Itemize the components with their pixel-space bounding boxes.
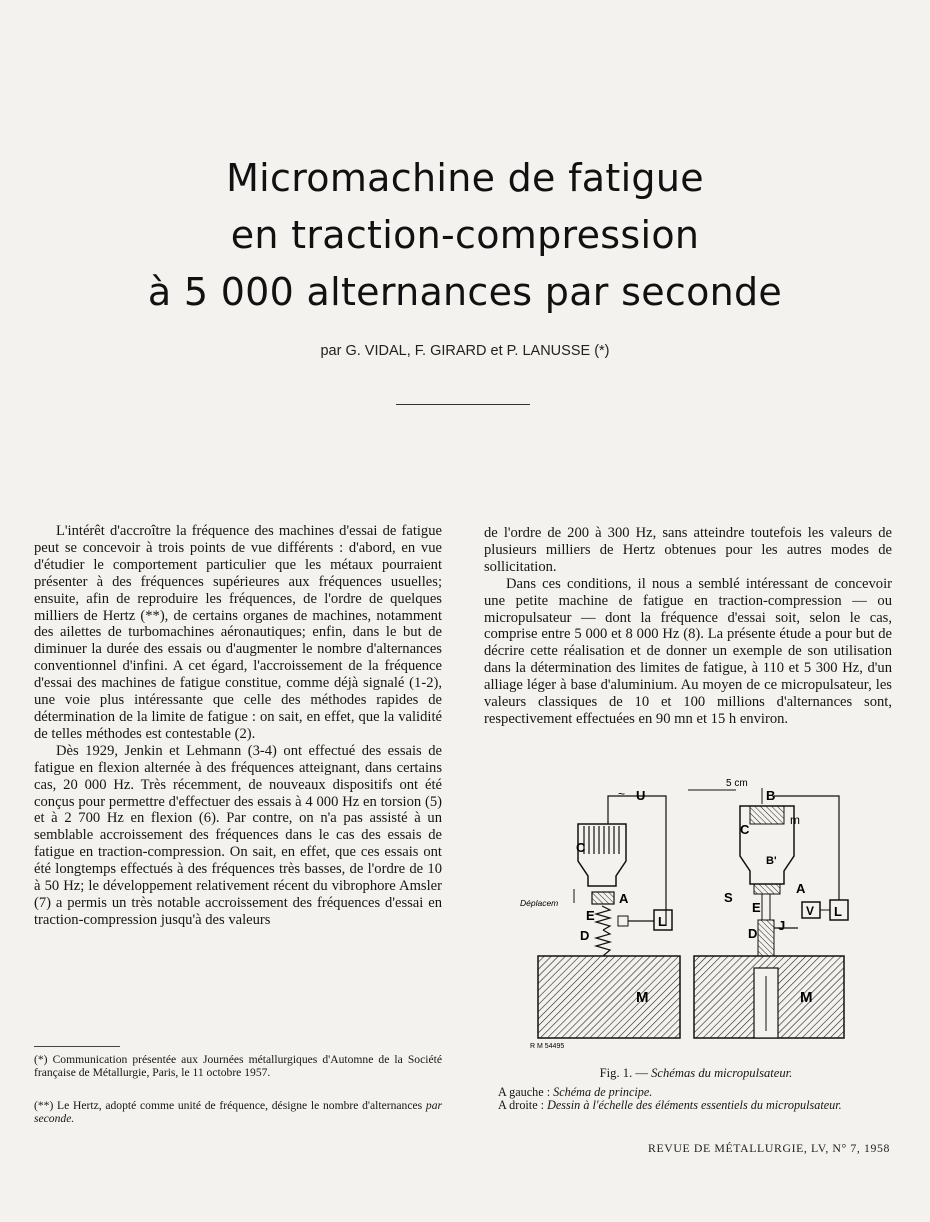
journal-footer: REVUE DE MÉTALLURGIE, LV, N° 7, 1958 (648, 1141, 890, 1155)
title-line-2: en traction-compression (230, 213, 700, 257)
label-v: V (806, 904, 815, 918)
label-m-small: m (790, 813, 800, 827)
paragraph: L'intérêt d'accroître la fréquence des machines d'essai de fatigue peut se concevoir à trois points de vue différents : d'abord, en vue d'étudier le comportement particulier que les métaux pourraient présenter à des fréquences supérieures aux fréquences usuelles; ensuite, afin de reproduire les fréquences, de l'ordre de quelques milliers de Hertz (**), de certains organes de machines, notamment des ailettes de turbomachines aéronautiques; enfin, dans le but de diminuer la durée des essais ou d'augmenter le nombre d'alternances conventionnel d'infini. A cet égard, l'accroissement de la fréquence d'essai des machines de fatigue constitue, comme déjà signalé (1-2), une voie plus intéressante que celle des méthodes rapides de détermination de la limite de fatigue : on sait, en effet, que la validité de telles méthodes est contestable (2). (34, 523, 442, 742)
label-e-right: E (752, 900, 761, 915)
caption-label: Fig. 1. — (599, 1066, 648, 1080)
label-d-left: D (580, 928, 590, 943)
label-d-right: D (748, 926, 758, 941)
title-divider (396, 404, 530, 405)
svg-text:~: ~ (618, 787, 626, 801)
right-column (484, 525, 892, 728)
left-column (34, 523, 442, 929)
title-line-1: Micromachine de fatigue (226, 156, 704, 200)
paragraph: de l'ordre de 200 à 300 Hz, sans atteindre toutefois les valeurs de plusieurs milliers de Hertz obtenues pour les autres modes de sollicitation. (484, 525, 892, 575)
paragraph: Dans ces conditions, il nous a semblé intéressant de concevoir une petite machine de fatigue en traction-compression — ou micropulsateur — dont la fréquence d'essai soit, selon le cas, comprise entre 5 000 et 8 000 Hz (8). La présente étude a pour but de décrire cette réalisation et de donner un exemple de son utilisation dans la détermination des limites de fatigue, à 110 et 5 300 Hz, d'un alliage léger à base d'aluminium. Au moyen de ce micropulsateur, les valeurs classiques de 10 et 100 millions d'alternances sont, respectivement effectuées en 90 mn et 15 h environ. (484, 575, 892, 727)
scale-label: 5 cm (726, 778, 748, 789)
caption-note-right: A droite : Dessin à l'échelle des éléments essentiels du micropulsateur. (498, 1098, 842, 1113)
label-c-left: C (576, 840, 586, 855)
label-b-prime: B' (766, 855, 777, 867)
figure-caption (496, 1066, 896, 1081)
label-j: J (778, 918, 786, 933)
figure-ref: R M 54495 (530, 1043, 565, 1050)
label-c-right: C (740, 822, 750, 837)
footnote-1: (*) Communication présentée aux Journées métallurgiques d'Automne de la Société française de Métallurgie, Paris, le 11 octobre 1957. (34, 1053, 442, 1079)
label-m-right: M (800, 989, 813, 1006)
schematic-drawing (520, 776, 866, 1056)
paragraph: Dès 1929, Jenkin et Lehmann (3-4) ont effectué des essais de fatigue en flexion alternée à des fréquences atteignant, dans certains cas, 20 000 Hz. Très récemment, de nouveaux dispositifs ont été conçus pour permettre d'effectuer des essais à 4 000 Hz en torsion (5) et à 2 700 Hz en flexion (6). Par contre, on n'a pas assisté à un semblable accroissement des fréquences dans le cas des essais de fatigue en traction-compression. On sait, en effet, que ces essais ont été longtemps effectués à des fréquences très basses, de l'ordre de 10 à 50 Hz; le développement relativement récent du vibrophore Amsler (7) a permis un très notable accroissement des fréquences d'essai en traction-compression jusqu'à des valeurs (34, 742, 442, 928)
caption-notes (498, 1086, 898, 1113)
footnote-rule (34, 1046, 120, 1047)
article-title (0, 150, 930, 321)
authors-line: par G. VIDAL, F. GIRARD et P. LANUSSE (*) (320, 343, 610, 359)
figure-1-schematic (520, 776, 866, 1056)
label-e-left: E (586, 908, 595, 923)
label-l-left: L (658, 914, 666, 929)
label-a-left: A (619, 891, 629, 906)
label-b: B (766, 788, 776, 803)
label-l-right: L (834, 904, 842, 919)
label-m-left: M (636, 989, 649, 1006)
title-line-3: à 5 000 alternances par seconde (147, 270, 783, 314)
caption-text: Schémas du micropulsateur. (651, 1066, 793, 1080)
label-u: U (636, 788, 646, 803)
footnote-2: (**) Le Hertz, adopté comme unité de fréquence, désigne le nombre d'alternances par seconde. (34, 1099, 442, 1125)
label-s: S (724, 890, 733, 905)
label-deplacement: Déplacem (520, 898, 559, 908)
caption-note-left: A gauche : Schéma de principe. (498, 1085, 653, 1099)
label-a-right: A (796, 881, 806, 896)
